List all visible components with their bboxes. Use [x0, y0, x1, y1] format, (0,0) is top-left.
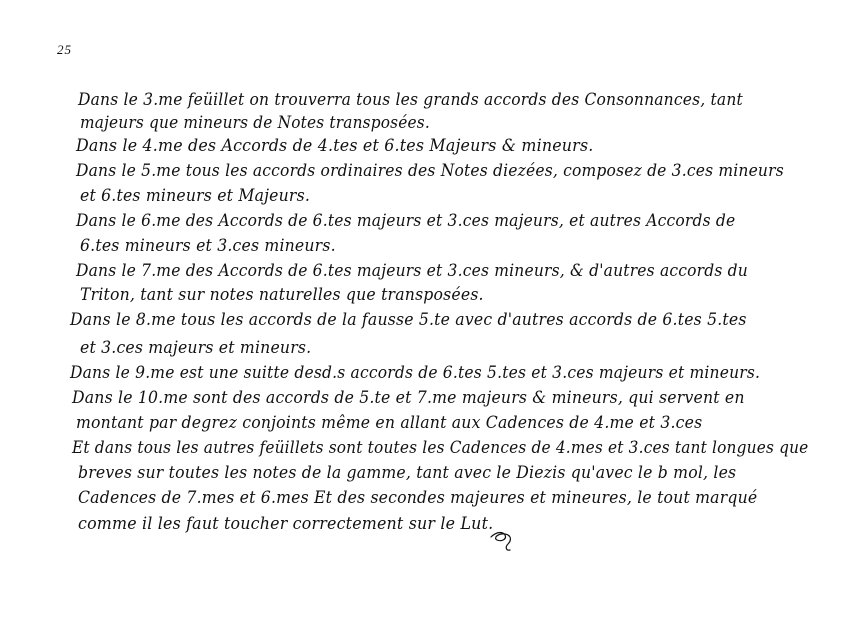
text-line-11: et 3.ces majeurs et mineurs. [80, 338, 312, 357]
text-line-18: comme il les faut toucher correctement sur le Lut. [78, 514, 494, 533]
text-line-5: et 6.tes mineurs et Majeurs. [80, 186, 311, 205]
text-line-12: Dans le 9.me est une suitte desd.s accords de 6.tes 5.tes et 3.ces majeurs et mineurs. [70, 363, 761, 382]
text-line-2: majeurs que mineurs de Notes transposées. [80, 113, 430, 132]
text-line-15: Et dans tous les autres feüillets sont toutes les Cadences de 4.mes et 3.ces tant longues que [72, 438, 809, 457]
text-line-3: Dans le 4.me des Accords de 4.tes et 6.tes Majeurs & mineurs. [76, 136, 594, 155]
text-line-17: Cadences de 7.mes et 6.mes Et des secondes majeures et mineures, le tout marqué [78, 488, 758, 507]
end-flourish-icon [488, 527, 518, 553]
text-line-16: breves sur toutes les notes de la gamme, tant avec le Diezis qu'avec le b mol, les [78, 463, 737, 482]
text-line-14: montant par degrez conjoints même en allant aux Cadences de 4.me et 3.ces [76, 413, 703, 432]
text-line-13: Dans le 10.me sont des accords de 5.te et 7.me majeurs & mineurs, qui servent en [72, 388, 745, 407]
text-line-4: Dans le 5.me tous les accords ordinaires des Notes diezées, composez de 3.ces mineurs [76, 161, 784, 180]
text-line-9: Triton, tant sur notes naturelles que transposées. [80, 285, 484, 304]
text-line-10: Dans le 8.me tous les accords de la fausse 5.te avec d'autres accords de 6.tes 5.tes [70, 310, 747, 329]
text-line-1: Dans le 3.me feüillet on trouverra tous les grands accords des Consonnances, tant [78, 90, 743, 109]
text-line-7: 6.tes mineurs et 3.ces mineurs. [80, 236, 336, 255]
text-line-6: Dans le 6.me des Accords de 6.tes majeurs et 3.ces majeurs, et autres Accords de [76, 211, 736, 230]
page-number: 25 [57, 42, 72, 57]
text-line-8: Dans le 7.me des Accords de 6.tes majeurs et 3.ces mineurs, & d'autres accords du [76, 261, 748, 280]
